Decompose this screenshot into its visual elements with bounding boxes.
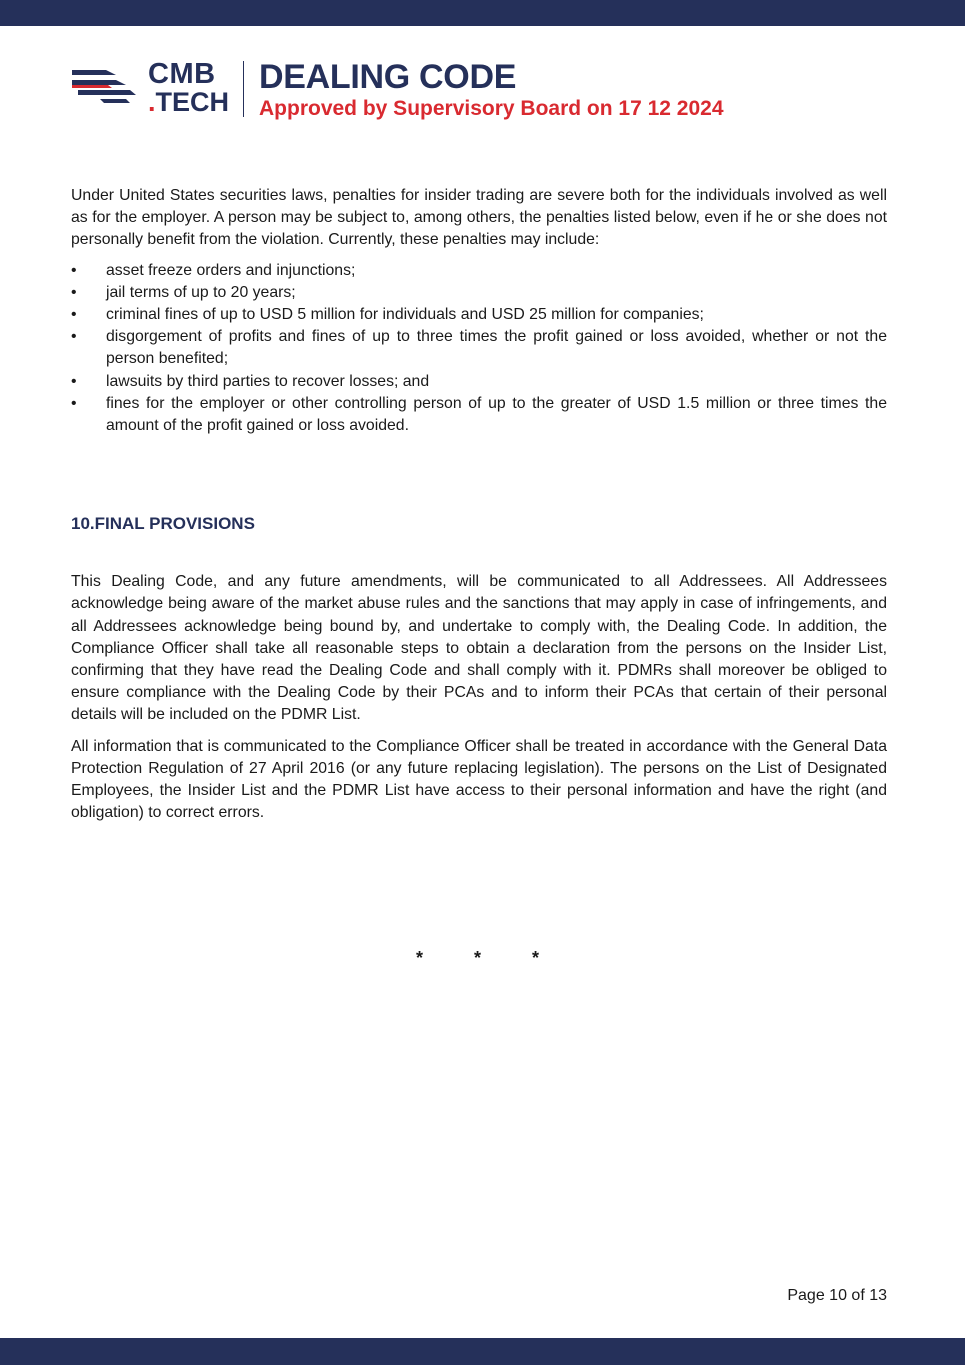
list-item: • lawsuits by third parties to recover losses; and: [71, 371, 887, 393]
header-divider: [243, 61, 244, 117]
section-title: FINAL PROVISIONS: [94, 514, 255, 534]
final-provisions-paragraph-1: This Dealing Code, and any future amendments, will be communicated to all Addressees. All Addressees acknowledge being aware of the market abuse rules and the sanctions that may apply in case of infringements, and all Addressees acknowledge being bound by, and undertake to comply with, the Dealing Code. In addition, the Compliance Officer shall take all reasonable steps to obtain a declaration from the persons on the Insider List, confirming that they have read the Dealing Code and shall comply with it. PDMRs shall moreover be obliged to ensure compliance with the Dealing Code by their PCAs and to inform their PCAs that certain of their personal details will be included on the PDMR List.: [71, 573, 887, 724]
list-item: • criminal fines of up to USD 5 million for individuals and USD 25 million for companies;: [71, 304, 887, 326]
asterisk: *: [532, 948, 540, 968]
logo-wordmark: [148, 60, 229, 116]
cmb-tech-logo-icon: [70, 66, 136, 106]
logo-line-2-text: TECH: [155, 87, 230, 117]
penalties-list: [71, 260, 887, 438]
section-number: 10.: [71, 514, 95, 534]
asterisk: *: [474, 948, 482, 968]
top-band: [0, 0, 965, 26]
bottom-band: [0, 1338, 965, 1365]
list-item: • jail terms of up to 20 years;: [71, 282, 887, 304]
logo-line-2: [148, 88, 229, 116]
list-item: • fines for the employer or other controlling person of up to the greater of USD 1.5 million or three times the amount of the profit gained or loss avoided.: [71, 393, 887, 437]
intro-paragraph: Under United States securities laws, penalties for insider trading are severe both for the individuals involved as well as for the employer. A person may be subject to, among others, the penalties listed below, even if he or she does not personally benefit from the violation. Currently, these penalties may include:: [71, 187, 887, 249]
page-number: Page 10 of 13: [787, 1287, 887, 1304]
asterisk: *: [416, 948, 424, 968]
logo-line-1: CMB: [148, 58, 216, 90]
list-item: • disgorgement of profits and fines of up to three times the profit gained or loss avoided, whether or not the person benefited;: [71, 326, 887, 370]
section-heading: [71, 513, 887, 535]
list-item: • asset freeze orders and injunctions;: [71, 260, 887, 282]
final-provisions-paragraph-2: All information that is communicated to the Compliance Officer shall be treated in accordance with the General Data Protection Regulation of 27 April 2016 (or any future replacing legislation). The persons on the List of Designated Employees, the Insider List and the PDMR List have access to their personal information and have the right (and obligation) to correct errors.: [71, 737, 887, 822]
logo-dot: .: [148, 87, 156, 117]
document-body: [71, 185, 887, 824]
document-title: DEALING CODE: [259, 58, 517, 96]
document-subtitle: Approved by Supervisory Board on 17 12 2024: [259, 97, 724, 120]
